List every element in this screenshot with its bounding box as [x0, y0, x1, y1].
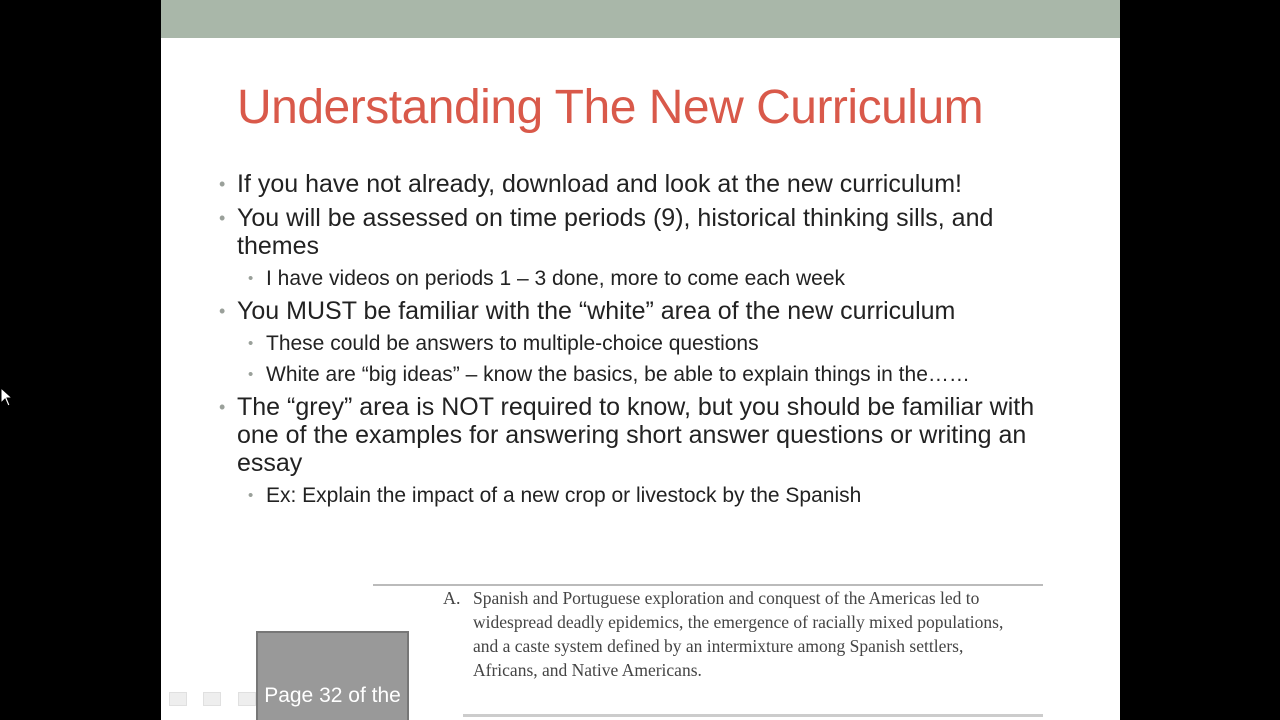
- excerpt-divider: [463, 714, 1043, 717]
- mouse-cursor-icon: [0, 387, 14, 407]
- sub-bullet-item: • These could be answers to multiple-choice questions: [213, 331, 1073, 356]
- slide-title: Understanding The New Curriculum: [237, 81, 984, 134]
- slide: [161, 0, 1120, 720]
- excerpt-text: Spanish and Portuguese exploration and conquest of the Americas led to widespread deadly epidemics, the emergence of racially mixed populations, and a caste system defined by an intermixture among Spanish settlers, Africans, and Native Americans.: [473, 588, 1004, 680]
- curriculum-excerpt-image: [373, 584, 1043, 720]
- bullet-list: [213, 170, 1073, 514]
- slideshow-menu-icon[interactable]: [238, 692, 256, 706]
- bullet-item: • The “grey” area is NOT required to know, but you should be familiar with one of the examples for answering short answer questions or writing an essay: [213, 393, 1073, 477]
- slideshow-controls[interactable]: [169, 692, 269, 712]
- slideshow-prev-icon[interactable]: [169, 692, 187, 706]
- sub-bullet-item: • Ex: Explain the impact of a new crop or livestock by the Spanish: [213, 483, 1073, 508]
- page-reference-text: Page 32 of the: [264, 684, 401, 707]
- excerpt-letter: A.: [443, 588, 461, 608]
- bullet-item: • You MUST be familiar with the “white” area of the new curriculum: [213, 297, 1073, 325]
- slide-top-bar: [161, 0, 1120, 38]
- bullet-item: • If you have not already, download and look at the new curriculum!: [213, 170, 1073, 198]
- page-reference-box: [256, 631, 409, 720]
- slideshow-pen-icon[interactable]: [203, 692, 221, 706]
- bullet-item: • You will be assessed on time periods (9), historical thinking sills, and themes: [213, 204, 1073, 260]
- sub-bullet-item: • I have videos on periods 1 – 3 done, more to come each week: [213, 266, 1073, 291]
- sub-bullet-item: • White are “big ideas” – know the basics, be able to explain things in the……: [213, 362, 1073, 387]
